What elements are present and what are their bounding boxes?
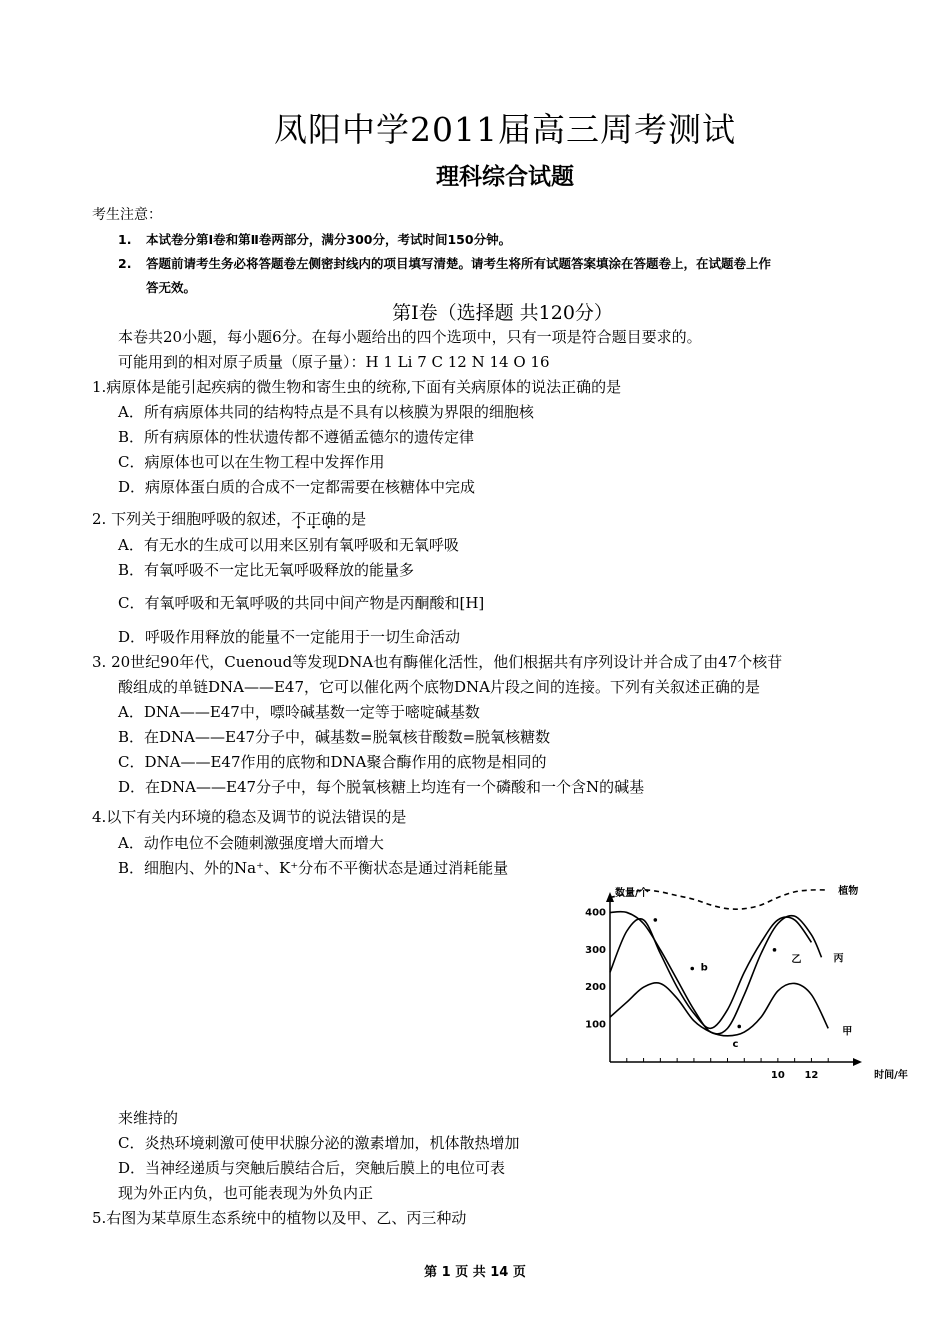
y-tick-label: 100 <box>585 1019 606 1031</box>
section-title: 第Ⅰ卷（选择题 共120分） <box>392 302 613 324</box>
notice-item-number: 1. <box>118 232 132 247</box>
y-tick-label: 300 <box>585 944 606 956</box>
y-tick-label: 400 <box>585 907 606 919</box>
series-line <box>610 912 822 1034</box>
y-axis-label: 数量/个 <box>615 888 649 899</box>
data-point <box>737 1025 741 1029</box>
point-label: c <box>732 1039 739 1051</box>
question-4-stem: 4.以下有关内环境的稳态及调节的说法错误的是 <box>92 808 407 826</box>
page-title: 凤阳中学2011届高三周考测试 <box>274 110 736 149</box>
question-2-option-a: A．有无水的生成可以用来区别有氧呼吸和无氧呼吸 <box>118 536 459 554</box>
data-point <box>773 948 777 952</box>
question-4-option-d-continued: 现为外正内负，也可能表现为外负内正 <box>118 1184 374 1202</box>
question-2-option-b: B．有氧呼吸不一定比无氧呼吸释放的能量多 <box>118 561 415 579</box>
question-3-option-d: D．在DNA——E47分子中，每个脱氧核糖上均连有一个磷酸和一个含N的碱基 <box>118 778 645 796</box>
question-1-stem: 1.病原体是能引起疾病的微生物和寄生虫的统称,下面有关病原体的说法正确的是 <box>92 378 622 396</box>
notice-item-2-continued: 答无效。 <box>146 280 197 295</box>
series-line <box>610 983 828 1036</box>
question-1-option-c: C．病原体也可以在生物工程中发挥作用 <box>118 453 385 471</box>
x-tick-label: 12 <box>804 1070 819 1081</box>
question-1-option-b: B．所有病原体的性状遗传都不遵循孟德尔的遗传定律 <box>118 428 475 446</box>
question-3-option-b: B．在DNA——E47分子中，碱基数=脱氧核苷酸数=脱氧核糖数 <box>118 728 551 746</box>
series-label: 甲 <box>842 1026 853 1038</box>
question-2-option-d: D．呼吸作用释放的能量不一定能用于一切生命活动 <box>118 628 461 646</box>
notice-item-text: 答题前请考生务必将答题卷左侧密封线内的项目填写清楚。请考生将所有试题答案填涂在答题卷上，在试题卷上作 <box>146 256 772 271</box>
question-2-option-c: C．有氧呼吸和无氧呼吸的共同中间产物是丙酮酸和[H] <box>118 594 485 612</box>
x-tick-label: 10 <box>770 1070 785 1081</box>
question-4-option-c: C．炎热环境刺激可使甲状腺分泌的激素增加，机体散热增加 <box>118 1134 520 1152</box>
y-tick-label: 200 <box>585 982 606 994</box>
question-3-stem-continued: 酸组成的单链DNA——E47，它可以催化两个底物DNA片段之间的连接。下列有关叙述正确的是 <box>118 678 761 696</box>
notice-item-1 <box>118 230 511 248</box>
question-2-stem-suffix: 的是 <box>336 510 367 528</box>
series-label: 丙 <box>833 953 844 965</box>
data-point <box>654 918 658 922</box>
emphasis-char: 不 <box>291 510 307 528</box>
question-5-stem: 5.右图为某草原生态系统中的植物以及甲、乙、丙三种动 <box>92 1209 467 1227</box>
x-axis-arrow <box>853 1058 862 1066</box>
notice-item-number: 2. <box>118 256 132 271</box>
question-1-option-d: D．病原体蛋白质的合成不一定都需要在核糖体中完成 <box>118 478 476 496</box>
emphasis-char: 正 <box>306 510 322 528</box>
question-3-option-c: C．DNA——E47作用的底物和DNA聚合酶作用的底物是相同的 <box>118 753 547 771</box>
question-2-stem-prefix: 2. 下列关于细胞呼吸的叙述， <box>92 510 292 528</box>
question-4-option-d: D．当神经递质与突触后膜结合后，突触后膜上的电位可表 <box>118 1159 506 1177</box>
data-point <box>690 967 694 971</box>
question-2-stem <box>92 508 366 529</box>
page-footer: 第 1 页 共 14 页 <box>424 1265 526 1280</box>
x-axis-label: 时间/年 <box>874 1070 908 1081</box>
series-label: 乙 <box>791 954 802 966</box>
notice-item-2 <box>118 254 771 272</box>
question-4-option-a: A．动作电位不会随刺激强度增大而增大 <box>118 834 384 852</box>
question-4-option-b-continued: 来维持的 <box>118 1109 179 1127</box>
series-line <box>610 917 811 1028</box>
point-label: b <box>700 962 708 974</box>
notice-heading: 考生注意： <box>92 207 162 223</box>
question-3-stem: 3. 20世纪90年代，Cuenoud等发现DNA也有酶催化活性，他们根据共有序列设计并合成了由47个核苷 <box>92 653 783 671</box>
notice-item-text: 本试卷分第Ⅰ卷和第Ⅱ卷两部分，满分300分，考试时间150分钟。 <box>146 232 512 247</box>
question-1-option-a: A．所有病原体共同的结构特点是不具有以核膜为界限的细胞核 <box>118 403 534 421</box>
section-intro: 本卷共20小题，每小题6分。在每小题给出的四个选项中，只有一项是符合题目要求的。 <box>118 328 702 346</box>
population-chart <box>585 880 908 1090</box>
series-label: 植物 <box>838 886 859 897</box>
question-3-option-a: A．DNA——E47中，嘌呤碱基数一定等于嘧啶碱基数 <box>118 703 480 721</box>
question-4-option-b: B．细胞内、外的Na⁺、K⁺分布不平衡状态是通过消耗能量 <box>118 859 509 877</box>
atomic-mass-line: 可能用到的相对原子质量（原子量）：H 1 Li 7 C 12 N 14 O 16 <box>118 353 550 371</box>
page-subtitle: 理科综合试题 <box>436 164 574 190</box>
emphasis-char: 确 <box>321 510 337 528</box>
